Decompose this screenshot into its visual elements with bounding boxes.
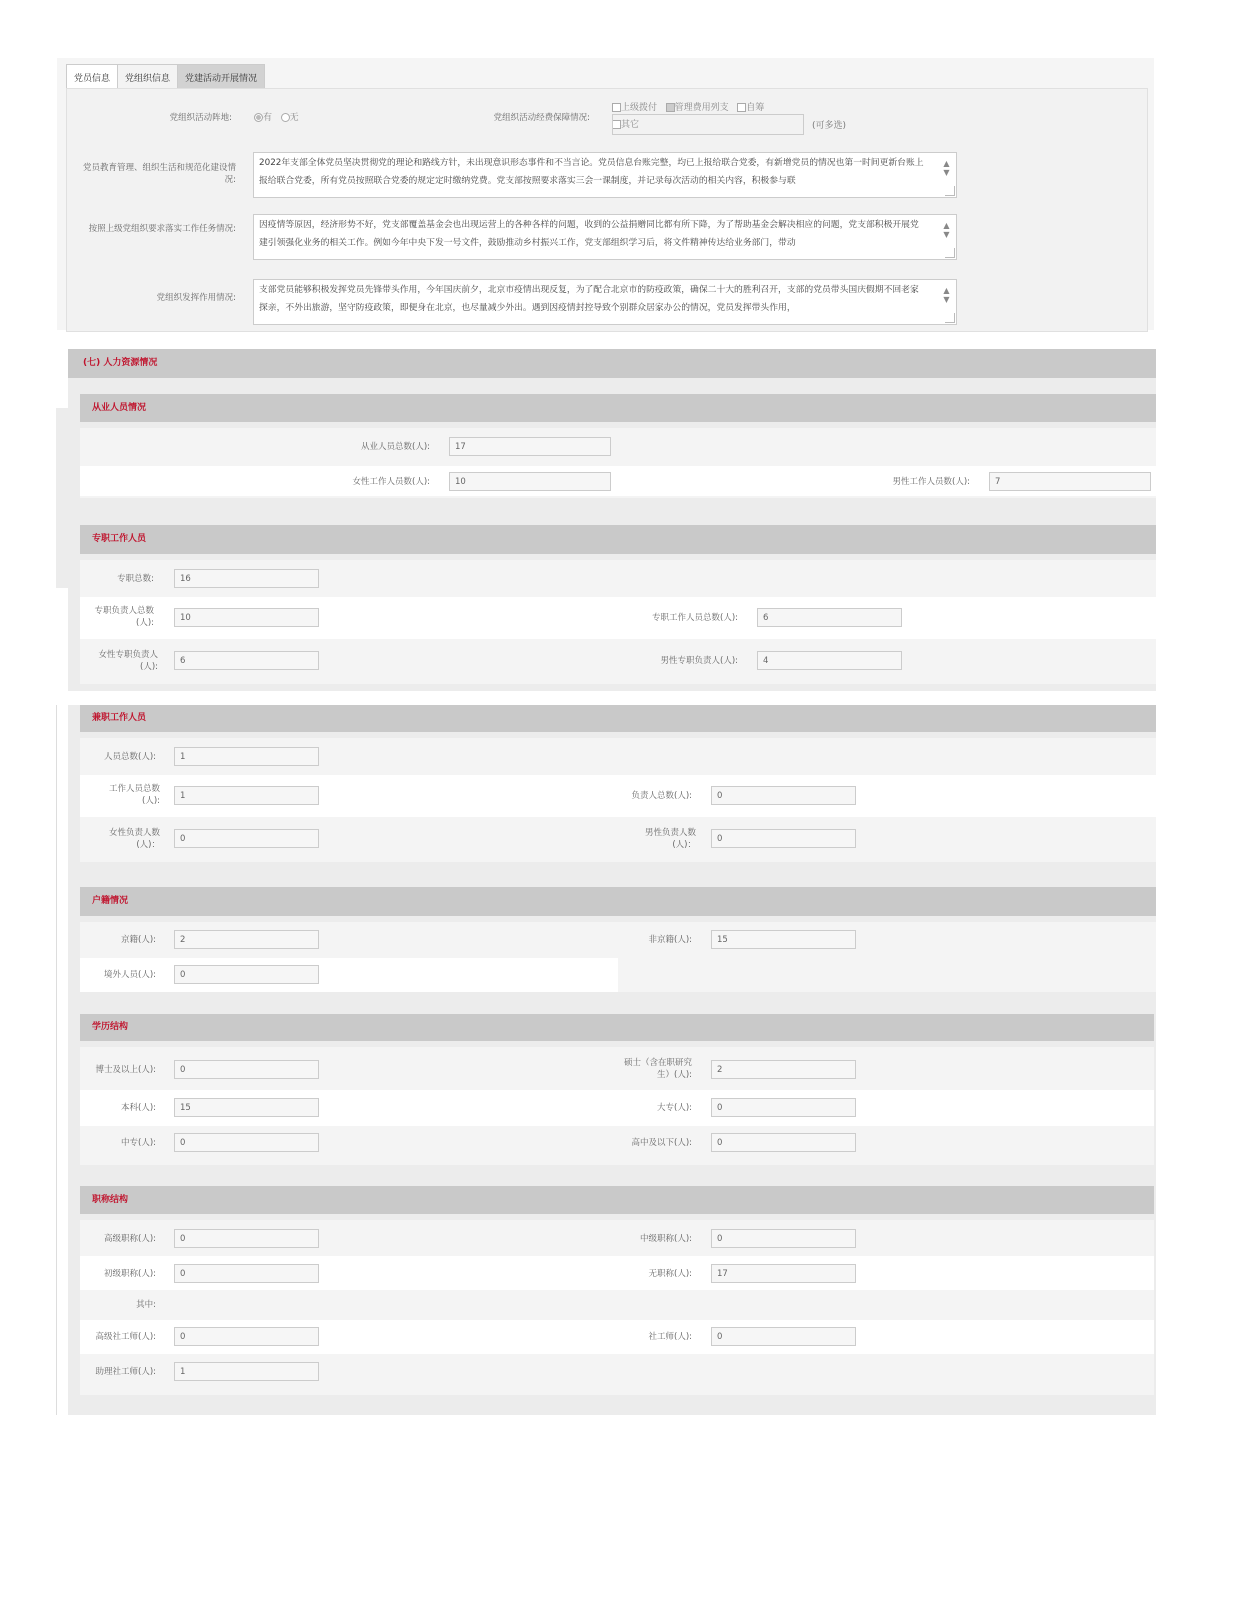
funds-checkboxes <box>612 100 764 113</box>
pt-worker-input[interactable]: 1 <box>174 786 319 805</box>
tab-activities[interactable]: 党建活动开展情况 <box>177 64 265 91</box>
tab-org-info[interactable]: 党组织信息 <box>117 64 178 91</box>
role-label: 党组织发挥作用情况: <box>156 293 236 303</box>
resize-grip-icon[interactable] <box>945 248 955 258</box>
pt-flead-label: 女性负责人数(人)： <box>108 828 160 850</box>
sw-senior-label: 高级社工师(人): <box>95 1332 156 1342</box>
among-label: 其中: <box>136 1300 156 1310</box>
staff-total-input[interactable]: 17 <box>449 437 611 456</box>
sw-senior-input[interactable]: 0 <box>174 1327 319 1346</box>
funds-label: 党组织活动经费保障情况: <box>493 113 590 123</box>
staff-total-label: 从业人员总数(人): <box>361 442 430 452</box>
staff-female-label: 女性工作人员数(人): <box>352 477 430 487</box>
ft-total-label: 专职总数: <box>117 574 154 584</box>
master-label: 硕士（含在职研究生）(人): <box>623 1058 692 1080</box>
college-input[interactable]: 0 <box>711 1098 856 1117</box>
tab-bar <box>66 64 264 91</box>
staff-male-input[interactable]: 7 <box>989 472 1151 491</box>
pt-worker-label: 工作人员总数(人): <box>108 784 160 806</box>
venue-no-label: 无 <box>289 113 299 123</box>
pt-total-label: 人员总数(人): <box>104 752 156 762</box>
high-label: 高中及以下(人): <box>631 1138 692 1148</box>
none-input[interactable]: 17 <box>711 1264 856 1283</box>
venue-yes-radio[interactable] <box>254 113 263 122</box>
sw-label: 社工师(人): <box>648 1332 692 1342</box>
edu-mgmt-text: 2022年支部全体党员坚决贯彻党的理论和路线方针，未出现意识形态事件和不当言论。党员信息台账完整，均已上报给联合党委，有新增党员的情况也第一时间更新台账上报给联合党委，所有党员按照联合党委的规定定时缴纳党费。党支部按照要求落实三会一课制度，并记录每次活动的相关内容，积极参与联 <box>259 158 924 186</box>
pt-mlead-input[interactable]: 0 <box>711 829 856 848</box>
senior-input[interactable]: 0 <box>174 1229 319 1248</box>
foreign-input[interactable]: 0 <box>174 965 319 984</box>
huji-row2 <box>80 958 618 992</box>
master-input[interactable]: 2 <box>711 1060 856 1079</box>
phd-label: 博士及以上(人): <box>95 1065 156 1075</box>
funds-opt1-checkbox[interactable] <box>612 103 621 112</box>
funds-opt2-label: 管理费用列支 <box>674 103 729 113</box>
staff-male-label: 男性工作人员数(人): <box>892 477 970 487</box>
scroll-arrows-icon[interactable]: ▲ ▼ <box>943 221 950 239</box>
hr-left-border <box>56 408 68 588</box>
funds-other-input[interactable] <box>612 114 804 135</box>
venue-radios <box>254 110 299 123</box>
resize-grip-icon[interactable] <box>945 313 955 323</box>
scroll-arrows-icon[interactable]: ▲ ▼ <box>943 286 950 304</box>
task-textarea[interactable] <box>253 214 957 260</box>
parttime-header: 兼职工作人员 <box>80 705 1156 732</box>
mid-label: 中级职称(人): <box>640 1234 692 1244</box>
pt-mlead-label: 男性负责人数(人)： <box>644 828 696 850</box>
ft-mlead-input[interactable]: 4 <box>757 651 902 670</box>
ft-flead-input[interactable]: 6 <box>174 651 319 670</box>
tab-member-info[interactable]: 党员信息 <box>66 64 118 91</box>
bach-label: 本科(人): <box>121 1103 156 1113</box>
venue-yes-label: 有 <box>263 113 273 123</box>
hr-section-title: (七) 人力资源情况 <box>68 349 1156 378</box>
high-input[interactable]: 0 <box>711 1133 856 1152</box>
venue-no-radio[interactable] <box>281 113 290 122</box>
sw-asst-input[interactable]: 1 <box>174 1362 319 1381</box>
junior-input[interactable]: 0 <box>174 1264 319 1283</box>
bj-label: 京籍(人): <box>121 935 156 945</box>
ft-total-input[interactable]: 16 <box>174 569 319 588</box>
resize-grip-icon[interactable] <box>945 186 955 196</box>
task-text: 因疫情等原因，经济形势不好，党支部覆盖基金会也出现运营上的各种各样的问题，收到的公益捐赠同比都有所下降，为了帮助基金会解决相应的问题，党支部积极开展党建引领强化业务的相关工作。例如今年中央下发一号文件，鼓励推动乡村振兴工作，党支部组织学习后，将文件精神传达给业务部门，带动 <box>259 220 919 248</box>
role-textarea[interactable] <box>253 279 957 325</box>
funds-hint: (可多选) <box>812 121 847 131</box>
ft-lead-label: 专职负责人总数(人): <box>94 606 154 628</box>
funds-opt1-label: 上级拨付 <box>621 103 658 113</box>
venue-label: 党组织活动阵地: <box>169 113 232 123</box>
funds-opt3-checkbox[interactable] <box>737 103 746 112</box>
tech-label: 中专(人): <box>121 1138 156 1148</box>
junior-label: 初级职称(人): <box>104 1269 156 1279</box>
edu-mgmt-textarea[interactable] <box>253 152 957 198</box>
pt-total-input[interactable]: 1 <box>174 747 319 766</box>
fulltime-header: 专职工作人员 <box>80 525 1156 554</box>
staff-female-input[interactable]: 10 <box>449 472 611 491</box>
scroll-arrows-icon[interactable]: ▲ ▼ <box>943 159 950 177</box>
ft-mlead-label: 男性专职负责人(人): <box>660 656 738 666</box>
funds-opt3-label: 自筹 <box>746 103 765 113</box>
sw-input[interactable]: 0 <box>711 1327 856 1346</box>
senior-label: 高级职称(人): <box>104 1234 156 1244</box>
college-label: 大专(人): <box>657 1103 692 1113</box>
title-header: 职称结构 <box>80 1186 1154 1214</box>
phd-input[interactable]: 0 <box>174 1060 319 1079</box>
funds-opt4-label: 其它 <box>621 120 640 130</box>
ft-worker-label: 专职工作人员总数(人): <box>652 613 738 623</box>
pt-flead-input[interactable]: 0 <box>174 829 319 848</box>
task-label: 按照上级党组织要求落实工作任务情况: <box>88 224 236 234</box>
ft-flead-label: 女性专职负责人(人): <box>98 650 158 672</box>
lower-left-border <box>56 705 57 1415</box>
none-label: 无职称(人): <box>648 1269 692 1279</box>
foreign-label: 境外人员(人): <box>104 970 156 980</box>
nonbj-label: 非京籍(人): <box>648 935 692 945</box>
ft-worker-input[interactable]: 6 <box>757 608 902 627</box>
bj-input[interactable]: 2 <box>174 930 319 949</box>
huji-header: 户籍情况 <box>80 887 1156 916</box>
pt-lead-label: 负责人总数(人): <box>631 791 692 801</box>
bach-input[interactable]: 15 <box>174 1098 319 1117</box>
role-text: 支部党员能够积极发挥党员先锋带头作用，今年国庆前夕，北京市疫情出现反复，为了配合北京市的防疫政策，确保二十大的胜利召开，支部的党员带头国庆假期不回老家探亲，不外出旅游，坚守防疫政策，即便身在北京，也尽量减少外出。遇到因疫情封控导致个别群众居家办公的情况，党员发挥带头作用， <box>259 285 919 313</box>
nonbj-input[interactable]: 15 <box>711 930 856 949</box>
sw-asst-label: 助理社工师(人): <box>95 1367 156 1377</box>
staff-header: 从业人员情况 <box>80 394 1156 422</box>
pt-lead-input[interactable]: 0 <box>711 786 856 805</box>
tech-input[interactable]: 0 <box>174 1133 319 1152</box>
funds-opt2-checkbox[interactable] <box>666 103 675 112</box>
edu-mgmt-label: 党员教育管理、组织生活和规范化建设情况: <box>82 163 236 185</box>
mid-input[interactable]: 0 <box>711 1229 856 1248</box>
ft-lead-input[interactable]: 10 <box>174 608 319 627</box>
edu-header: 学历结构 <box>80 1014 1154 1041</box>
